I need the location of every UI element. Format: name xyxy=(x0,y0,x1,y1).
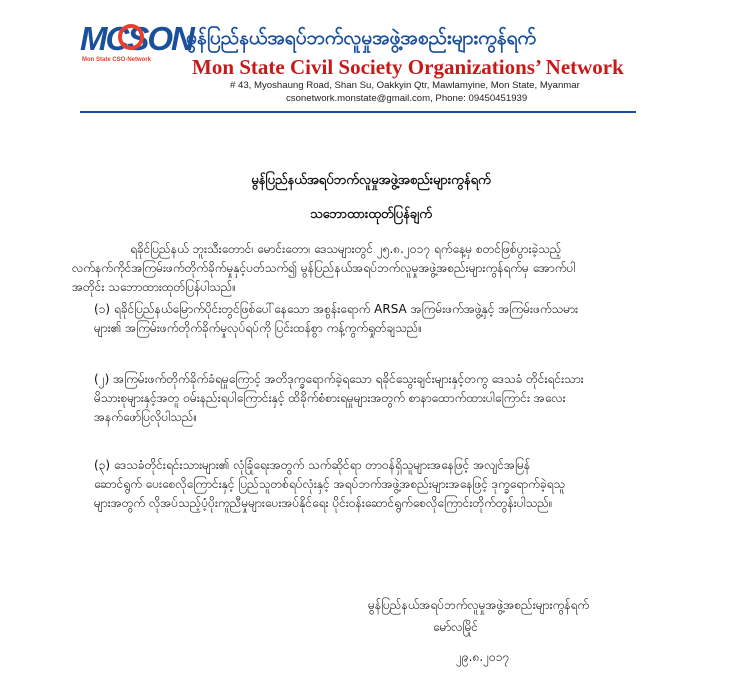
org-contact: csonetwork.monstate@gmail.com, Phone: 09450451939 xyxy=(286,93,528,104)
signature-place: မော်လမြိုင် xyxy=(433,620,479,634)
document-title: မွန်ပြည်နယ်အရပ်ဘက်လူမှုအဖွဲ့အစည်းများကွန်ရက် xyxy=(251,173,491,188)
org-address: # 43, Myoshaung Road, Shan Su, Oakkyin Qtr, Mawlamyine, Mon State, Myanmar xyxy=(230,80,580,91)
statement-item-2 xyxy=(94,370,584,427)
statement-line: မိသားစုများနှင့်အတူ ဝမ်းနည်းရပါကြောင်းနှင့် ထိခိုက်စံစားရမှုများအတွက် စာနာထောက်ထားပါကြောင်း အလေး xyxy=(94,391,566,405)
signature-org: မွန်ပြည်နယ်အရပ်ဘက်လူမှုအဖွဲ့အစည်းများကွန်ရက် xyxy=(368,598,590,612)
statement-line: (၁) ရခိုင်ပြည်နယ်မြောက်ပိုင်းတွင်ဖြစ်ပေါ်နေသော အစွန်းရောက် ARSA အကြမ်းဖက်အဖွဲ့နှင့် အကြမ်းဖက်သမား xyxy=(94,302,579,316)
statement-line: အနက်ဖော်ပြလိုပါသည်။ xyxy=(94,410,198,424)
statement-line: (၂) အကြမ်းဖက်တိုက်ခိုက်ခံရမှုကြောင့် အတိဒုက္ခရောက်ခဲ့ရသော ရခိုင်သွေးချင်းများနှင့်တကွ ဒေသခံ တိုင်းရင်းသား xyxy=(94,372,584,386)
statement-item-1 xyxy=(94,300,578,338)
statement-item-3 xyxy=(94,456,565,513)
intro-line: လက်နက်ကိုင်အကြမ်းဖက်တိုက်ခိုက်မှုနှင့်ပတ်သက်၍ မွန်ပြည်နယ်အရပ်ဘက်လူမှုအဖွဲ့အစည်းများကွန်ရက်မှ အောက်ပါ xyxy=(72,261,576,275)
org-name-myanmar: မွန်ပြည်နယ်အရပ်ဘက်လူမှုအဖွဲ့အစည်းများကွန်ရက် xyxy=(186,27,537,49)
statement-line: ဆောင်ရွက် ပေးစေလိုကြောင်းနှင့် ပြည်သူတစ်ရပ်လုံးနှင့် အရပ်ဘက်အဖွဲ့အစည်းများအနေဖြင့် ဒုက္ခရောက်ခဲ့ရသူ xyxy=(94,477,566,491)
signature-date: ၂၉.၈.၂၀၁၇ xyxy=(456,650,510,664)
statement-line: များ၏ အကြမ်းဖက်တိုက်ခိုက်မှုလုပ်ရပ်ကို ပြင်းထန်စွာ ကန့်ကွက်ရှုတ်ချသည်။ xyxy=(94,321,423,335)
statement-line: (၃) ဒေသခံတိုင်းရင်းသားများ၏ လုံခြုံရေးအတွက် သက်ဆိုင်ရာ တာဝန်ရှိသူများအနေဖြင့် အလျင်အမြန် xyxy=(94,458,531,472)
document-subtitle: သဘောထားထုတ်ပြန်ချက် xyxy=(310,207,432,222)
intro-paragraph xyxy=(72,240,576,297)
org-name-english: Mon State Civil Society Organizations’ Network xyxy=(192,55,624,79)
letterhead-divider xyxy=(80,111,636,113)
logo-ring-icon xyxy=(118,24,144,50)
statement-line: များအတွက် လိုအပ်သည့်ပံ့ပိုးကူညီမှုများပေးအပ်နိုင်ရေး ပိုင်းဝန်းဆောင်ရွက်စေလိုကြောင်းတိုက်တွန်းပါသည်။ xyxy=(94,496,553,510)
intro-line: ရခိုင်ပြည်နယ် ဘူးသီးတောင်၊ မောင်းတော၊ ဒေသများတွင် ၂၅.၈.၂၀၁၇ ရက်နေ့မှ စတင်ဖြစ်ပွားခဲ့သည့် xyxy=(130,242,562,256)
logo-subtitle: Mon State CSO-Network xyxy=(82,57,152,63)
logo xyxy=(80,18,193,68)
logo-wordmark: MCSON xyxy=(80,20,193,57)
intro-line: အတိုင်း သဘောထားထုတ်ပြန်ပါသည်။ xyxy=(72,280,237,294)
